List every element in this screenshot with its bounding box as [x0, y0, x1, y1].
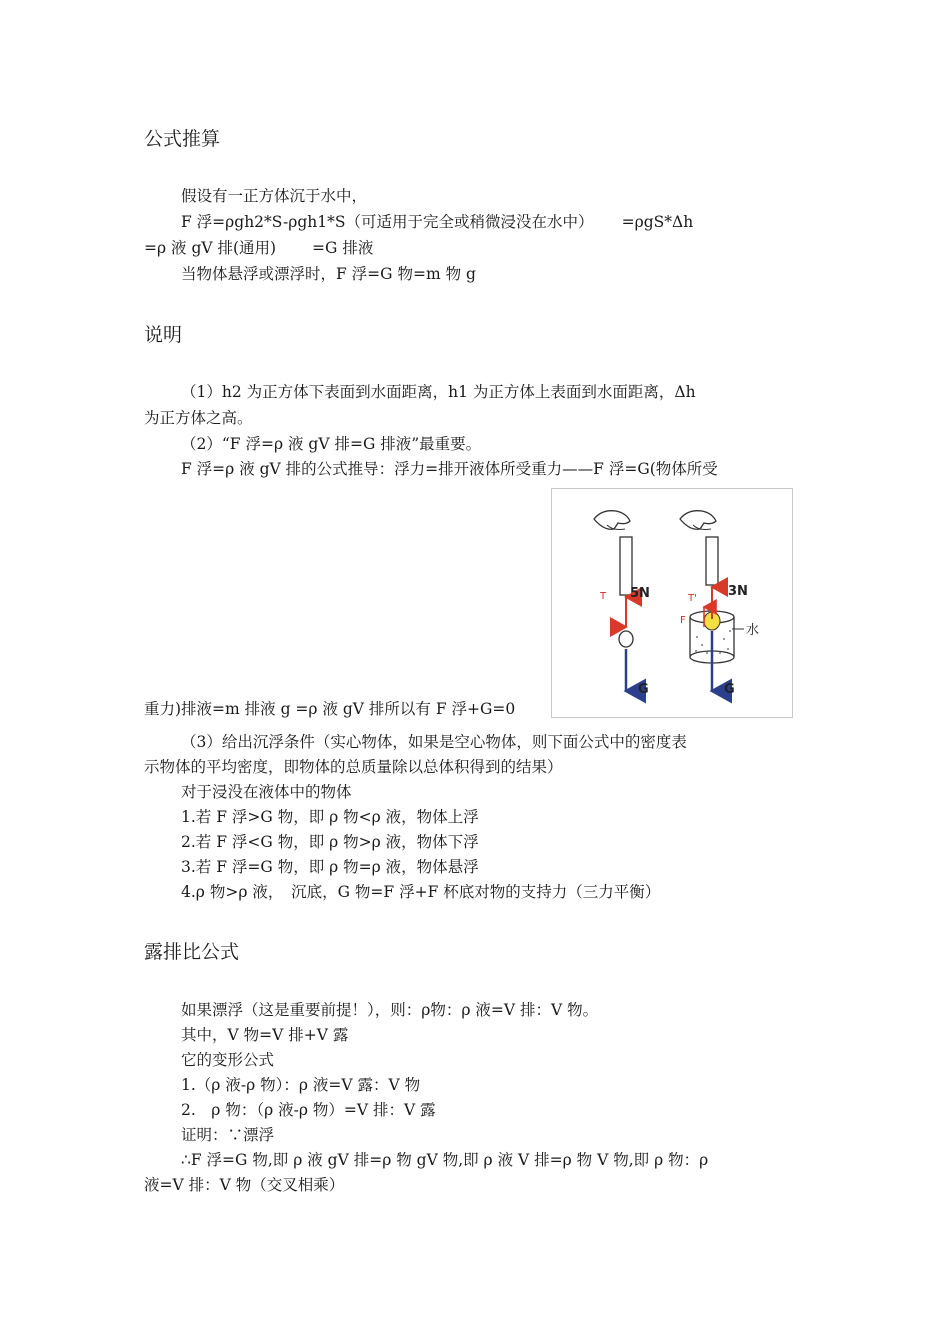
force-label: 5N	[630, 586, 650, 601]
text-line: 1.若 F 浮>G 物，即 ρ 物<ρ 液，物体上浮	[181, 808, 479, 826]
text-line: 对于浸没在液体中的物体	[181, 783, 352, 801]
text-line: 2. ρ 物：（ρ 液-ρ 物）=V 排：V 露	[181, 1101, 436, 1119]
heading-explain: 说明	[144, 324, 183, 346]
heading-ratio: 露排比公式	[144, 941, 240, 963]
text-line: 它的变形公式	[181, 1051, 275, 1069]
gravity-label: G	[724, 682, 735, 697]
text-line: 液=V 排：V 物（交叉相乘）	[144, 1176, 345, 1194]
text-line: 示物体的平均密度，即物体的总质量除以总体积得到的结果）	[144, 758, 563, 776]
text-line: 其中，V 物=V 排+V 露	[181, 1026, 349, 1044]
text-line: 2.若 F 浮<G 物，即 ρ 物>ρ 液，物体下浮	[181, 833, 479, 851]
tension-label: T'	[688, 593, 697, 604]
text-line: 1.（ρ 液-ρ 物）：ρ 液=V 露：V 物	[181, 1076, 421, 1094]
hand-icon	[594, 511, 630, 530]
spring-scale	[706, 537, 718, 585]
heading-formula: 公式推算	[144, 128, 221, 150]
tension-label: T	[600, 591, 607, 602]
text-line: F 浮=ρgh2*S-ρgh1*S（可适用于完全或稍微浸没在水中） =ρgS*Δh	[181, 213, 694, 231]
text-line: 如果漂浮（这是重要前提！），则：ρ物：ρ 液=V 排：V 物。	[181, 1001, 599, 1019]
text-line: （3）给出沉浮条件（实心物体，如果是空心物体，则下面公式中的密度表	[181, 733, 687, 751]
text-line: （1）h2 为正方体下表面到水面距离，h1 为正方体上表面到水面距离，Δh	[181, 383, 696, 401]
text-line: 4.ρ 物>ρ 液， 沉底，G 物=F 浮+F 杯底对物的支持力（三力平衡）	[181, 883, 661, 901]
buoyancy-diagram	[551, 488, 793, 718]
text-line: F 浮=ρ 液 gV 排的公式推导：浮力=排开液体所受重力——F 浮=G(物体所受	[181, 460, 718, 478]
text-line: 当物体悬浮或漂浮时，F 浮=G 物=m 物 g	[181, 265, 476, 283]
object	[619, 631, 633, 647]
text-line: 3.若 F 浮=G 物，即 ρ 物=ρ 液，物体悬浮	[181, 858, 479, 876]
text-line: 为正方体之高。	[144, 409, 253, 427]
gravity-label: G	[638, 682, 649, 697]
text-line: （2）“F 浮=ρ 液 gV 排=G 排液”最重要。	[181, 435, 482, 453]
hand-icon	[680, 511, 716, 530]
text-line: ∴F 浮=G 物,即 ρ 液 gV 排=ρ 物 gV 物,即 ρ 液 V 排=ρ 物 V 物,即 ρ 物：ρ	[181, 1151, 709, 1169]
text-line: =ρ 液 gV 排(通用) =G 排液	[144, 239, 374, 257]
text-line: 重力)排液=m 排液 g =ρ 液 gV 排所以有 F 浮+G=0	[144, 700, 516, 718]
force-label: 3N	[728, 584, 748, 599]
text-line: 假设有一正方体沉于水中，	[181, 187, 368, 205]
water-label: 水	[746, 623, 760, 638]
text-line: 证明：∵漂浮	[181, 1126, 275, 1144]
buoyancy-label: F	[680, 615, 686, 626]
